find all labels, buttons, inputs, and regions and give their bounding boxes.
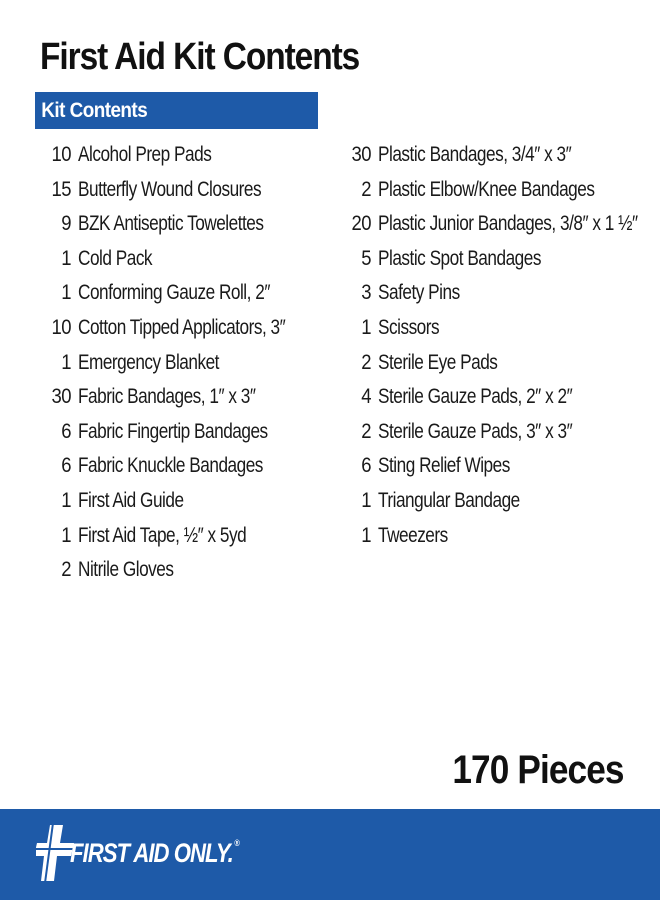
item-quantity: 1 (361, 488, 371, 512)
item-name: Nitrile Gloves (78, 558, 174, 582)
item-name: Cold Pack (78, 246, 153, 270)
item-name: Fabric Bandages, 1″ x 3″ (78, 385, 256, 409)
item-quantity: 5 (361, 246, 371, 270)
item-name: Alcohol Prep Pads (78, 143, 212, 166)
item-name: Tweezers (378, 523, 448, 547)
brand-logo (36, 823, 296, 883)
item-quantity: 30 (51, 385, 71, 409)
item-quantity: 10 (51, 143, 71, 166)
item-quantity: 6 (361, 454, 371, 478)
item-name: Fabric Fingertip Bandages (78, 419, 268, 443)
item-quantity: 10 (51, 315, 71, 339)
item-name: Plastic Elbow/Knee Bandages (378, 177, 595, 201)
piece-count: 170 Pieces (452, 748, 624, 792)
brand-footer (0, 809, 660, 900)
item-quantity: 1 (61, 523, 71, 547)
item-name: Safety Pins (378, 281, 460, 305)
item-quantity: 2 (361, 350, 371, 374)
item-name: Plastic Junior Bandages, 3/8″ x 1 ½″ (378, 212, 638, 236)
item-name: Plastic Spot Bandages (378, 246, 541, 270)
item-quantity: 1 (61, 246, 71, 270)
item-name: Emergency Blanket (78, 350, 219, 374)
item-quantity: 9 (61, 212, 71, 236)
item-quantity: 2 (361, 419, 371, 443)
section-header-label: Kit Contents (41, 99, 148, 122)
brand-wordmark (70, 838, 239, 869)
item-quantity: 6 (61, 454, 71, 478)
item-name: Sterile Eye Pads (378, 350, 498, 374)
item-quantity: 1 (61, 350, 71, 374)
item-quantity: 1 (361, 523, 371, 547)
item-quantity: 20 (351, 212, 371, 236)
item-name: First Aid Tape, ½″ x 5yd (78, 523, 247, 547)
item-name: Plastic Bandages, 3/4″ x 3″ (378, 143, 572, 166)
item-name: Scissors (378, 315, 440, 339)
item-quantity: 1 (61, 488, 71, 512)
item-quantity: 6 (61, 419, 71, 443)
item-quantity: 3 (361, 281, 371, 305)
brand-name: FIRST AID ONLY. (70, 838, 233, 868)
item-quantity: 1 (61, 281, 71, 305)
item-quantity: 2 (361, 177, 371, 201)
item-quantity: 15 (51, 177, 71, 201)
item-name: First Aid Guide (78, 488, 184, 512)
item-name: BZK Antiseptic Towelettes (78, 212, 264, 236)
item-name: Sting Relief Wipes (378, 454, 510, 478)
trademark-symbol: ® (234, 838, 239, 848)
page-title: First Aid Kit Contents (40, 36, 360, 78)
item-quantity: 2 (61, 558, 71, 582)
item-name: Fabric Knuckle Bandages (78, 454, 263, 478)
item-name: Sterile Gauze Pads, 3″ x 3″ (378, 419, 573, 443)
item-name: Sterile Gauze Pads, 2″ x 2″ (378, 385, 573, 409)
item-name: Triangular Bandage (378, 488, 520, 512)
item-name: Cotton Tipped Applicators, 3″ (78, 315, 286, 339)
item-name: Conforming Gauze Roll, 2″ (78, 281, 270, 305)
section-header (35, 92, 318, 129)
item-quantity: 30 (351, 143, 371, 166)
item-quantity: 1 (361, 315, 371, 339)
item-name: Butterfly Wound Closures (78, 177, 262, 201)
item-quantity: 4 (361, 385, 371, 409)
